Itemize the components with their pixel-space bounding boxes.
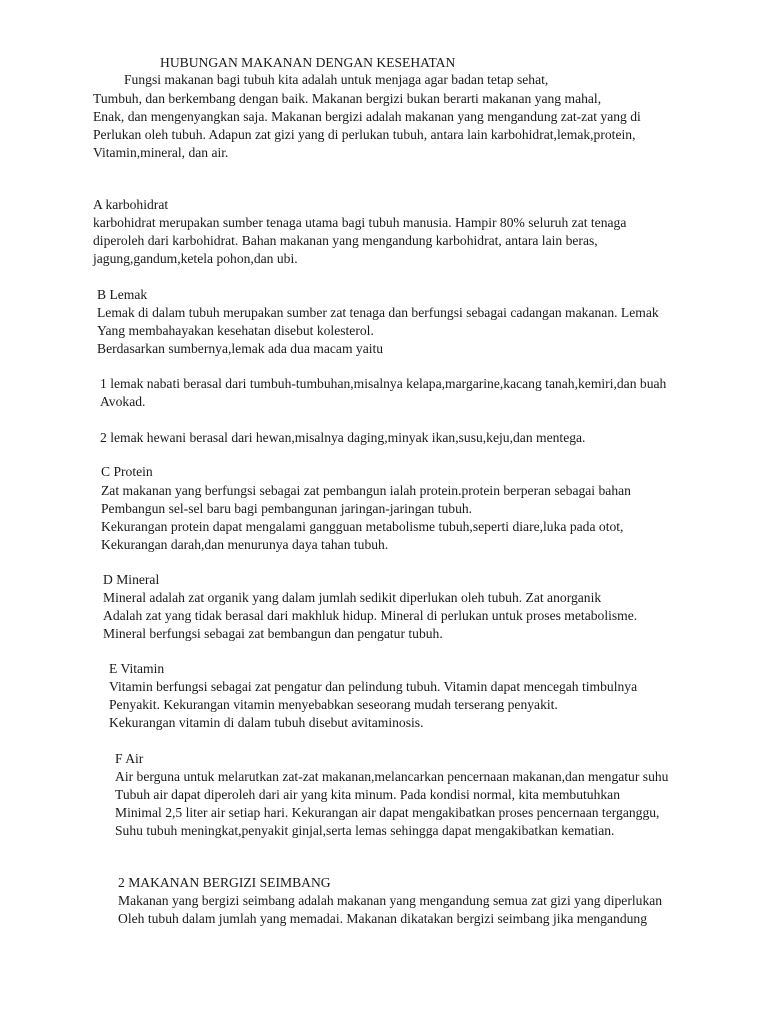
text-line: Makanan yang bergizi seimbang adalah makanan yang mengandung semua zat gizi yang diperlukan xyxy=(118,893,663,908)
text-line: Lemak di dalam tubuh merupakan sumber zat tenaga dan berfungsi sebagai cadangan makanan. Lemak xyxy=(97,305,659,320)
text-line: Yang membahayakan kesehatan disebut kolesterol. xyxy=(97,323,374,338)
text-line: Air berguna untuk melarutkan zat-zat makanan,melancarkan pencernaan makanan,dan mengatur suhu xyxy=(115,769,669,784)
text-line: Kekurangan protein dapat mengalami gangguan metabolisme tubuh,seperti diare,luka pada otot, xyxy=(101,519,624,534)
list-item: 1 lemak nabati berasal dari tumbuh-tumbuhan,misalnya kelapa,margarine,kacang tanah,kemiri,dan buah xyxy=(100,376,667,391)
section-heading: E Vitamin xyxy=(109,661,165,676)
text-line: karbohidrat merupakan sumber tenaga utama bagi tubuh manusia. Hampir 80% seluruh zat tenaga xyxy=(93,215,627,230)
page-title: HUBUNGAN MAKANAN DENGAN KESEHATAN xyxy=(160,55,456,70)
text-line: Tubuh air dapat diperoleh dari air yang kita minum. Pada kondisi normal, kita membutuhkan xyxy=(115,787,621,802)
text-line: Kekurangan darah,dan menurunya daya tahan tubuh. xyxy=(101,537,389,552)
text-line: diperoleh dari karbohidrat. Bahan makanan yang mengandung karbohidrat, antara lain beras, xyxy=(93,233,598,248)
text-line: Pembangun sel-sel baru bagi pembangunan jaringan-jaringan tubuh. xyxy=(101,501,473,516)
text-line: Berdasarkan sumbernya,lemak ada dua macam yaitu xyxy=(97,341,384,356)
text-line: Zat makanan yang berfungsi sebagai zat pembangun ialah protein.protein berperan sebagai bahan xyxy=(101,483,631,498)
text-line: Vitamin,mineral, dan air. xyxy=(93,145,229,160)
section-heading: C Protein xyxy=(101,464,153,479)
text-line: Penyakit. Kekurangan vitamin menyebabkan seseorang mudah terserang penyakit. xyxy=(109,697,558,712)
section-heading: D Mineral xyxy=(103,572,160,587)
section-heading: F Air xyxy=(115,751,144,766)
text-line: Mineral adalah zat organik yang dalam jumlah sedikit diperlukan oleh tubuh. Zat anorganik xyxy=(103,590,602,605)
text-line: Tumbuh, dan berkembang dengan baik. Makanan bergizi bukan berarti makanan yang mahal, xyxy=(93,91,602,106)
text-line: Enak, dan mengenyangkan saja. Makanan bergizi adalah makanan yang mengandung zat-zat yang di xyxy=(93,109,641,124)
list-item: Avokad. xyxy=(100,394,146,409)
text-line: Kekurangan vitamin di dalam tubuh disebut avitaminosis. xyxy=(109,715,424,730)
text-line: Minimal 2,5 liter air setiap hari. Kekurangan air dapat mengakibatkan proses pencernaan terganggu, xyxy=(115,805,660,820)
section-heading: B Lemak xyxy=(97,287,148,302)
text-line: Perlukan oleh tubuh. Adapun zat gizi yang di perlukan tubuh, antara lain karbohidrat,lemak,protein, xyxy=(93,127,636,142)
text-line: jagung,gandum,ketela pohon,dan ubi. xyxy=(93,251,298,266)
text-line: Fungsi makanan bagi tubuh kita adalah untuk menjaga agar badan tetap sehat, xyxy=(124,72,549,87)
section-heading: A karbohidrat xyxy=(93,197,169,212)
text-line: Adalah zat yang tidak berasal dari makhluk hidup. Mineral di perlukan untuk proses metabolisme. xyxy=(103,608,638,623)
list-item: 2 lemak hewani berasal dari hewan,misalnya daging,minyak ikan,susu,keju,dan mentega. xyxy=(100,430,586,445)
text-line: Vitamin berfungsi sebagai zat pengatur dan pelindung tubuh. Vitamin dapat mencegah timbulnya xyxy=(109,679,638,694)
text-line: Oleh tubuh dalam jumlah yang memadai. Makanan dikatakan bergizi seimbang jika mengandung xyxy=(118,911,648,926)
text-line: Suhu tubuh meningkat,penyakit ginjal,serta lemas sehingga dapat mengakibatkan kematian. xyxy=(115,823,615,838)
text-line: Mineral berfungsi sebagai zat bembangun dan pengatur tubuh. xyxy=(103,626,443,641)
section-heading: 2 MAKANAN BERGIZI SEIMBANG xyxy=(118,875,331,890)
